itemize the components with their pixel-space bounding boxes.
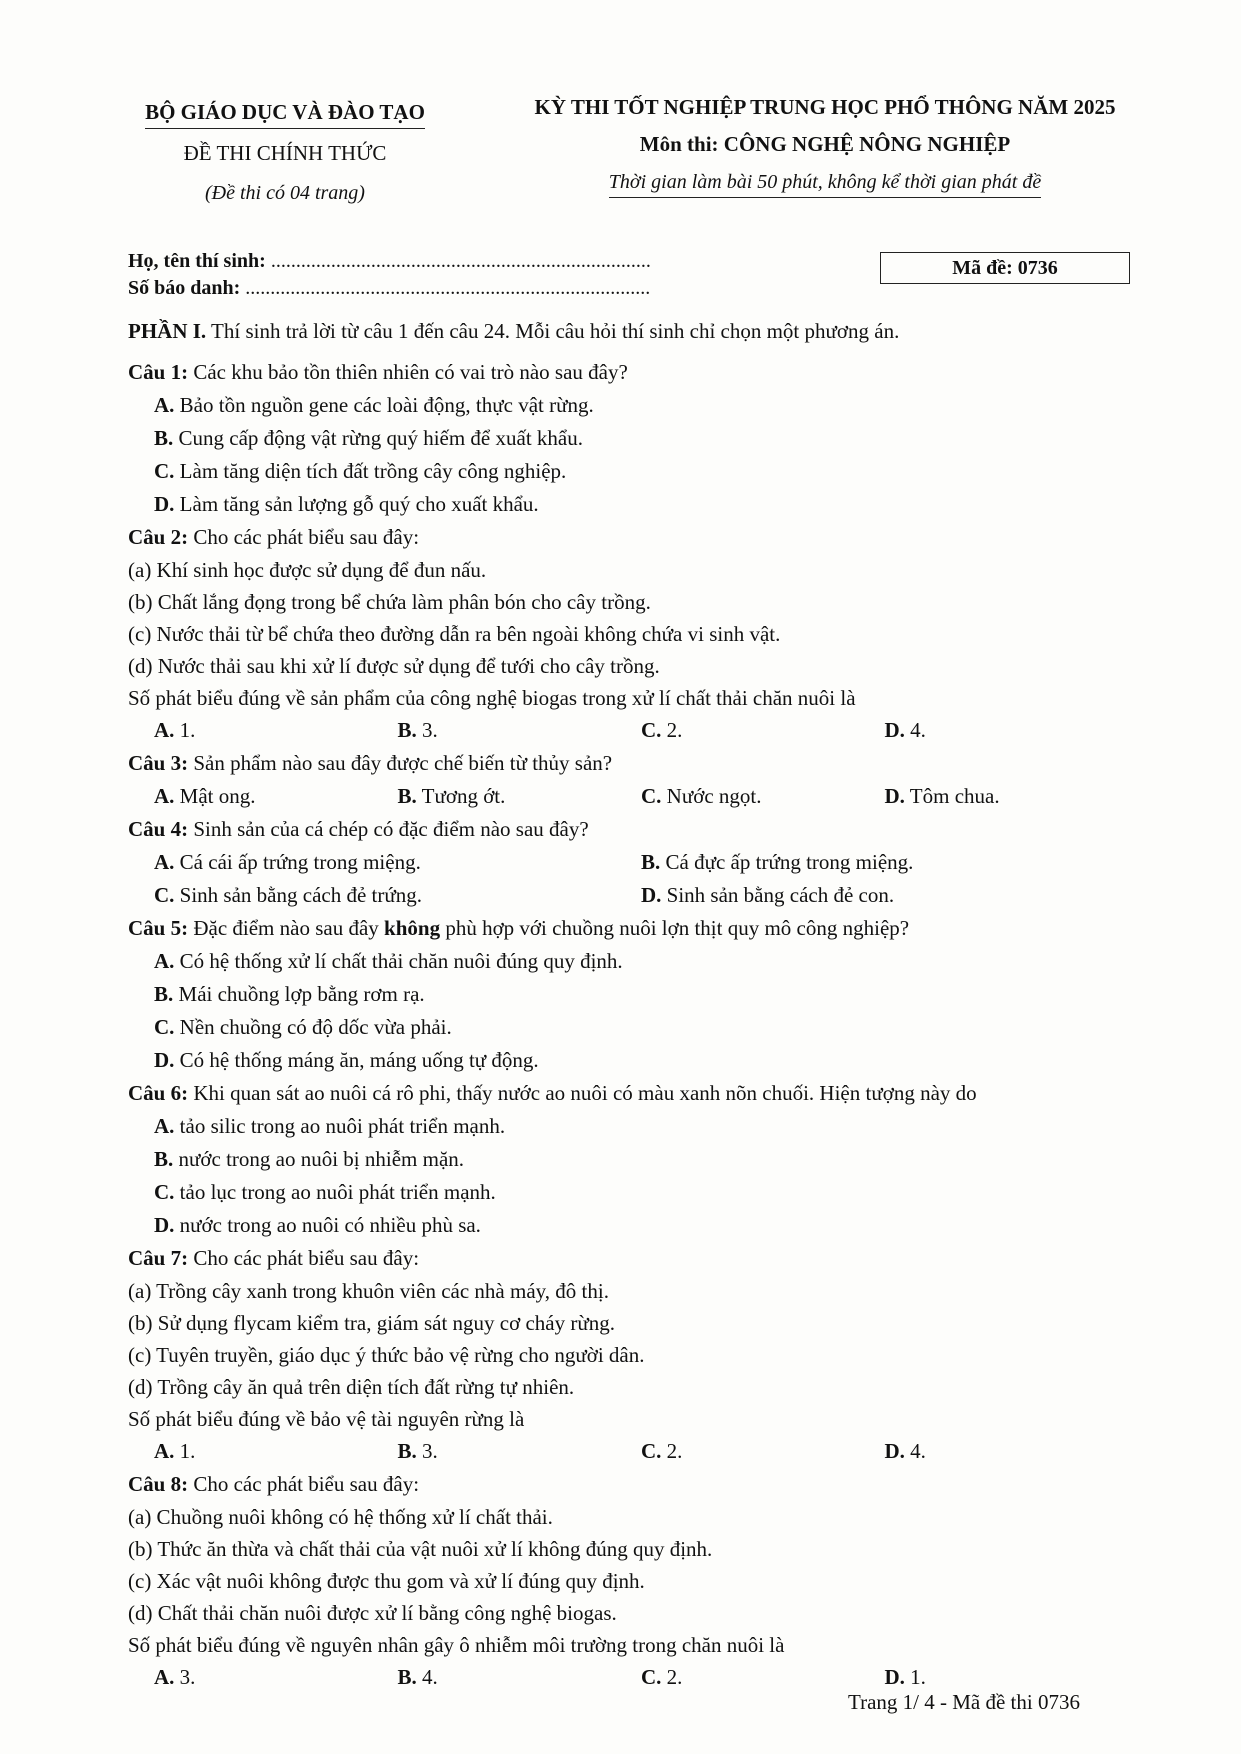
option-text: 3.	[179, 1665, 196, 1689]
option-text: Có hệ thống máng ăn, máng uống tự động.	[179, 1048, 539, 1072]
question-emphasis: không	[384, 916, 441, 940]
option-text: 1.	[910, 1665, 926, 1689]
question-7	[128, 1242, 1128, 1468]
exam-code: 0736	[1017, 257, 1058, 279]
question-stem: Số phát biểu đúng về sản phẩm của công nghệ biogas trong xử lí chất thải chăn nuôi là	[128, 686, 856, 710]
statement-c: (c) Nước thải từ bể chứa theo đường dẫn ra bên ngoài không chứa vi sinh vật.	[128, 622, 781, 646]
option-text: 1.	[179, 718, 196, 742]
option-a[interactable]	[154, 846, 641, 879]
option-b[interactable]	[641, 846, 1128, 879]
option-b[interactable]	[398, 1661, 642, 1694]
option-letter: D.	[884, 718, 905, 742]
question-text: phù hợp với chuồng nuôi lợn thịt quy mô công nghiệp?	[445, 916, 910, 940]
option-b[interactable]	[128, 978, 1128, 1011]
question-number: Câu 4:	[128, 817, 189, 841]
question-2	[128, 521, 1128, 747]
option-d[interactable]	[128, 1209, 1128, 1242]
statement-b: (b) Chất lắng đọng trong bể chứa làm phân bón cho cây trồng.	[128, 590, 651, 614]
statement-d: (d) Chất thải chăn nuôi được xử lí bằng công nghệ biogas.	[128, 1601, 617, 1625]
option-text: tảo silic trong ao nuôi phát triển mạnh.	[179, 1114, 506, 1138]
exam-code-box	[880, 252, 1130, 284]
option-letter: A.	[154, 1114, 175, 1138]
option-letter: C.	[154, 883, 175, 907]
option-letter: B.	[397, 1665, 417, 1689]
option-text: 3.	[422, 1439, 438, 1463]
option-letter: A.	[154, 949, 175, 973]
option-a[interactable]	[128, 1110, 1128, 1143]
option-a[interactable]	[154, 1661, 398, 1694]
option-text: Cá đực ấp trứng trong miệng.	[665, 850, 914, 874]
statement-d: (d) Trồng cây ăn quả trên diện tích đất rừng tự nhiên.	[128, 1375, 575, 1399]
question-5	[128, 912, 1128, 1077]
option-letter: B.	[641, 850, 661, 874]
statement-c: (c) Xác vật nuôi không được thu gom và xử lí đúng quy định.	[128, 1569, 645, 1593]
exam-title: KỲ THI TỐT NGHIỆP TRUNG HỌC PHỔ THÔNG NĂM 2025	[534, 95, 1116, 119]
option-letter: A.	[154, 718, 175, 742]
option-text: 3.	[422, 718, 438, 742]
option-letter: D.	[884, 1665, 905, 1689]
question-text: Sinh sản của cá chép có đặc điểm nào sau đây?	[193, 817, 589, 841]
option-c[interactable]	[128, 455, 1128, 488]
statement-c: (c) Tuyên truyền, giáo dục ý thức bảo vệ rừng cho người dân.	[128, 1343, 645, 1367]
option-c[interactable]	[128, 1011, 1128, 1044]
id-dots: .................................................................................	[245, 277, 651, 299]
option-a[interactable]	[154, 780, 398, 813]
header-left	[120, 100, 450, 205]
name-dots: ............................................................................	[270, 250, 651, 272]
statement-b: (b) Thức ăn thừa và chất thải của vật nuôi xử lí không đúng quy định.	[128, 1537, 713, 1561]
option-letter: D.	[641, 883, 662, 907]
question-text: Cho các phát biểu sau đây:	[193, 525, 420, 549]
option-text: Làm tăng sản lượng gỗ quý cho xuất khẩu.	[179, 492, 539, 516]
question-text: Khi quan sát ao nuôi cá rô phi, thấy nước ao nuôi có màu xanh nõn chuối. Hiện tượng này do	[193, 1081, 977, 1105]
option-letter: C.	[641, 718, 662, 742]
question-number: Câu 6:	[128, 1081, 189, 1105]
question-number: Câu 1:	[128, 360, 189, 384]
option-d[interactable]	[885, 780, 1129, 813]
option-letter: B.	[397, 1439, 417, 1463]
option-b[interactable]	[128, 1143, 1128, 1176]
question-number: Câu 5:	[128, 916, 189, 940]
exam-content	[128, 318, 1128, 1694]
option-text: Làm tăng diện tích đất trồng cây công nghiệp.	[179, 459, 567, 483]
question-text: Cho các phát biểu sau đây:	[193, 1472, 420, 1496]
option-letter: D.	[154, 1048, 175, 1072]
option-letter: A.	[154, 850, 175, 874]
part-instruction: Thí sinh trả lời từ câu 1 đến câu 24. Mỗi câu hỏi thí sinh chỉ chọn một phương án.	[211, 319, 900, 343]
question-stem: Số phát biểu đúng về nguyên nhân gây ô nhiễm môi trường trong chăn nuôi là	[128, 1633, 785, 1657]
option-letter: A.	[154, 784, 175, 808]
question-text: Các khu bảo tồn thiên nhiên có vai trò nào sau đây?	[193, 360, 628, 384]
question-text: Đặc điểm nào sau đây	[193, 916, 379, 940]
option-text: Tương ớt.	[421, 784, 506, 808]
option-text: Mật ong.	[179, 784, 256, 808]
option-b[interactable]	[398, 714, 642, 747]
question-number: Câu 7:	[128, 1246, 189, 1270]
option-text: Có hệ thống xử lí chất thải chăn nuôi đúng quy định.	[179, 949, 623, 973]
options-row	[128, 846, 1128, 879]
option-c[interactable]	[641, 780, 885, 813]
option-text: nước trong ao nuôi có nhiều phù sa.	[179, 1213, 481, 1237]
question-stem: Số phát biểu đúng về bảo vệ tài nguyên rừng là	[128, 1407, 525, 1431]
option-d[interactable]	[641, 879, 1128, 912]
subject-label: Môn thi:	[639, 132, 719, 156]
options-row	[128, 1435, 1128, 1468]
option-text: 4.	[422, 1665, 438, 1689]
option-letter: B.	[154, 426, 174, 450]
option-a[interactable]	[154, 1435, 398, 1468]
statement-a: (a) Chuồng nuôi không có hệ thống xử lí chất thải.	[128, 1505, 553, 1529]
question-number: Câu 8:	[128, 1472, 189, 1496]
option-letter: C.	[154, 459, 175, 483]
part-title: PHẦN I.	[128, 319, 207, 343]
option-letter: C.	[641, 1439, 662, 1463]
option-letter: D.	[154, 492, 175, 516]
official-label: ĐỀ THI CHÍNH THỨC	[183, 141, 387, 165]
options-row	[128, 780, 1128, 813]
option-text: Mái chuồng lợp bằng rơm rạ.	[178, 982, 425, 1006]
statement-a: (a) Khí sinh học được sử dụng để đun nấu.	[128, 558, 487, 582]
option-text: tảo lục trong ao nuôi phát triển mạnh.	[179, 1180, 496, 1204]
option-d[interactable]	[128, 488, 1128, 521]
option-a[interactable]	[128, 389, 1128, 422]
option-letter: D.	[884, 1439, 905, 1463]
option-letter: B.	[154, 1147, 174, 1171]
option-text: 2.	[666, 1665, 683, 1689]
option-text: 1.	[179, 1439, 196, 1463]
question-text: Cho các phát biểu sau đây:	[193, 1246, 420, 1270]
option-text: Nền chuồng có độ dốc vừa phải.	[179, 1015, 452, 1039]
exam-code-label: Mã đề:	[952, 257, 1013, 279]
option-text: 2.	[666, 718, 683, 742]
option-d[interactable]	[885, 714, 1129, 747]
option-d[interactable]	[128, 1044, 1128, 1077]
options-row	[128, 879, 1128, 912]
option-text: Sinh sản bằng cách đẻ con.	[666, 883, 895, 907]
option-text: Nước ngọt.	[666, 784, 762, 808]
option-letter: B.	[154, 982, 174, 1006]
option-letter: D.	[884, 784, 905, 808]
option-letter: C.	[154, 1180, 175, 1204]
header-right	[480, 95, 1170, 198]
option-b[interactable]	[398, 1435, 642, 1468]
option-text: Cá cái ấp trứng trong miệng.	[179, 850, 421, 874]
option-a[interactable]	[154, 714, 398, 747]
option-c[interactable]	[641, 714, 885, 747]
option-text: Bảo tồn nguồn gene các loài động, thực vật rừng.	[179, 393, 594, 417]
option-text: 2.	[666, 1439, 683, 1463]
question-8	[128, 1468, 1128, 1694]
id-label: Số báo danh:	[128, 277, 241, 299]
question-6	[128, 1077, 1128, 1242]
option-text: 4.	[910, 718, 926, 742]
option-letter: A.	[154, 393, 175, 417]
candidate-info	[128, 248, 651, 302]
question-number: Câu 3:	[128, 751, 189, 775]
subject-name: CÔNG NGHỆ NÔNG NGHIỆP	[723, 132, 1011, 156]
option-a[interactable]	[128, 945, 1128, 978]
statement-b: (b) Sử dụng flycam kiểm tra, giám sát nguy cơ cháy rừng.	[128, 1311, 615, 1335]
option-b[interactable]	[128, 422, 1128, 455]
option-letter: D.	[154, 1213, 175, 1237]
statement-d: (d) Nước thải sau khi xử lí được sử dụng để tưới cho cây trồng.	[128, 654, 660, 678]
statement-a: (a) Trồng cây xanh trong khuôn viên các nhà máy, đô thị.	[128, 1279, 609, 1303]
question-text: Sản phẩm nào sau đây được chế biến từ thủy sản?	[193, 751, 613, 775]
name-label: Họ, tên thí sinh:	[128, 250, 266, 272]
subject-line	[480, 132, 1170, 157]
option-text: 4.	[910, 1439, 926, 1463]
ministry-name: BỘ GIÁO DỤC VÀ ĐÀO TẠO	[145, 100, 425, 129]
duration-note: Thời gian làm bài 50 phút, không kể thời gian phát đề	[609, 171, 1041, 198]
option-text: Cung cấp động vật rừng quý hiếm để xuất khẩu.	[178, 426, 583, 450]
option-letter: B.	[397, 784, 417, 808]
option-text: Sinh sản bằng cách đẻ trứng.	[179, 883, 422, 907]
pages-note: (Đề thi có 04 trang)	[205, 182, 365, 204]
part-1-header	[128, 318, 1128, 344]
option-letter: A.	[154, 1439, 175, 1463]
option-letter: C.	[154, 1015, 175, 1039]
question-1	[128, 356, 1128, 521]
option-text: Tôm chua.	[909, 784, 1000, 808]
option-c[interactable]	[154, 879, 641, 912]
option-text: nước trong ao nuôi bị nhiễm mặn.	[178, 1147, 465, 1171]
page-footer: Trang 1/ 4 - Mã đề thi 0736	[848, 1690, 1080, 1714]
options-row	[128, 714, 1128, 747]
option-d[interactable]	[885, 1435, 1129, 1468]
option-letter: C.	[641, 1665, 662, 1689]
question-4	[128, 813, 1128, 912]
question-number: Câu 2:	[128, 525, 189, 549]
option-b[interactable]	[398, 780, 642, 813]
option-letter: B.	[397, 718, 417, 742]
option-letter: A.	[154, 1665, 175, 1689]
option-c[interactable]	[128, 1176, 1128, 1209]
question-3	[128, 747, 1128, 813]
option-letter: C.	[641, 784, 662, 808]
option-c[interactable]	[641, 1435, 885, 1468]
